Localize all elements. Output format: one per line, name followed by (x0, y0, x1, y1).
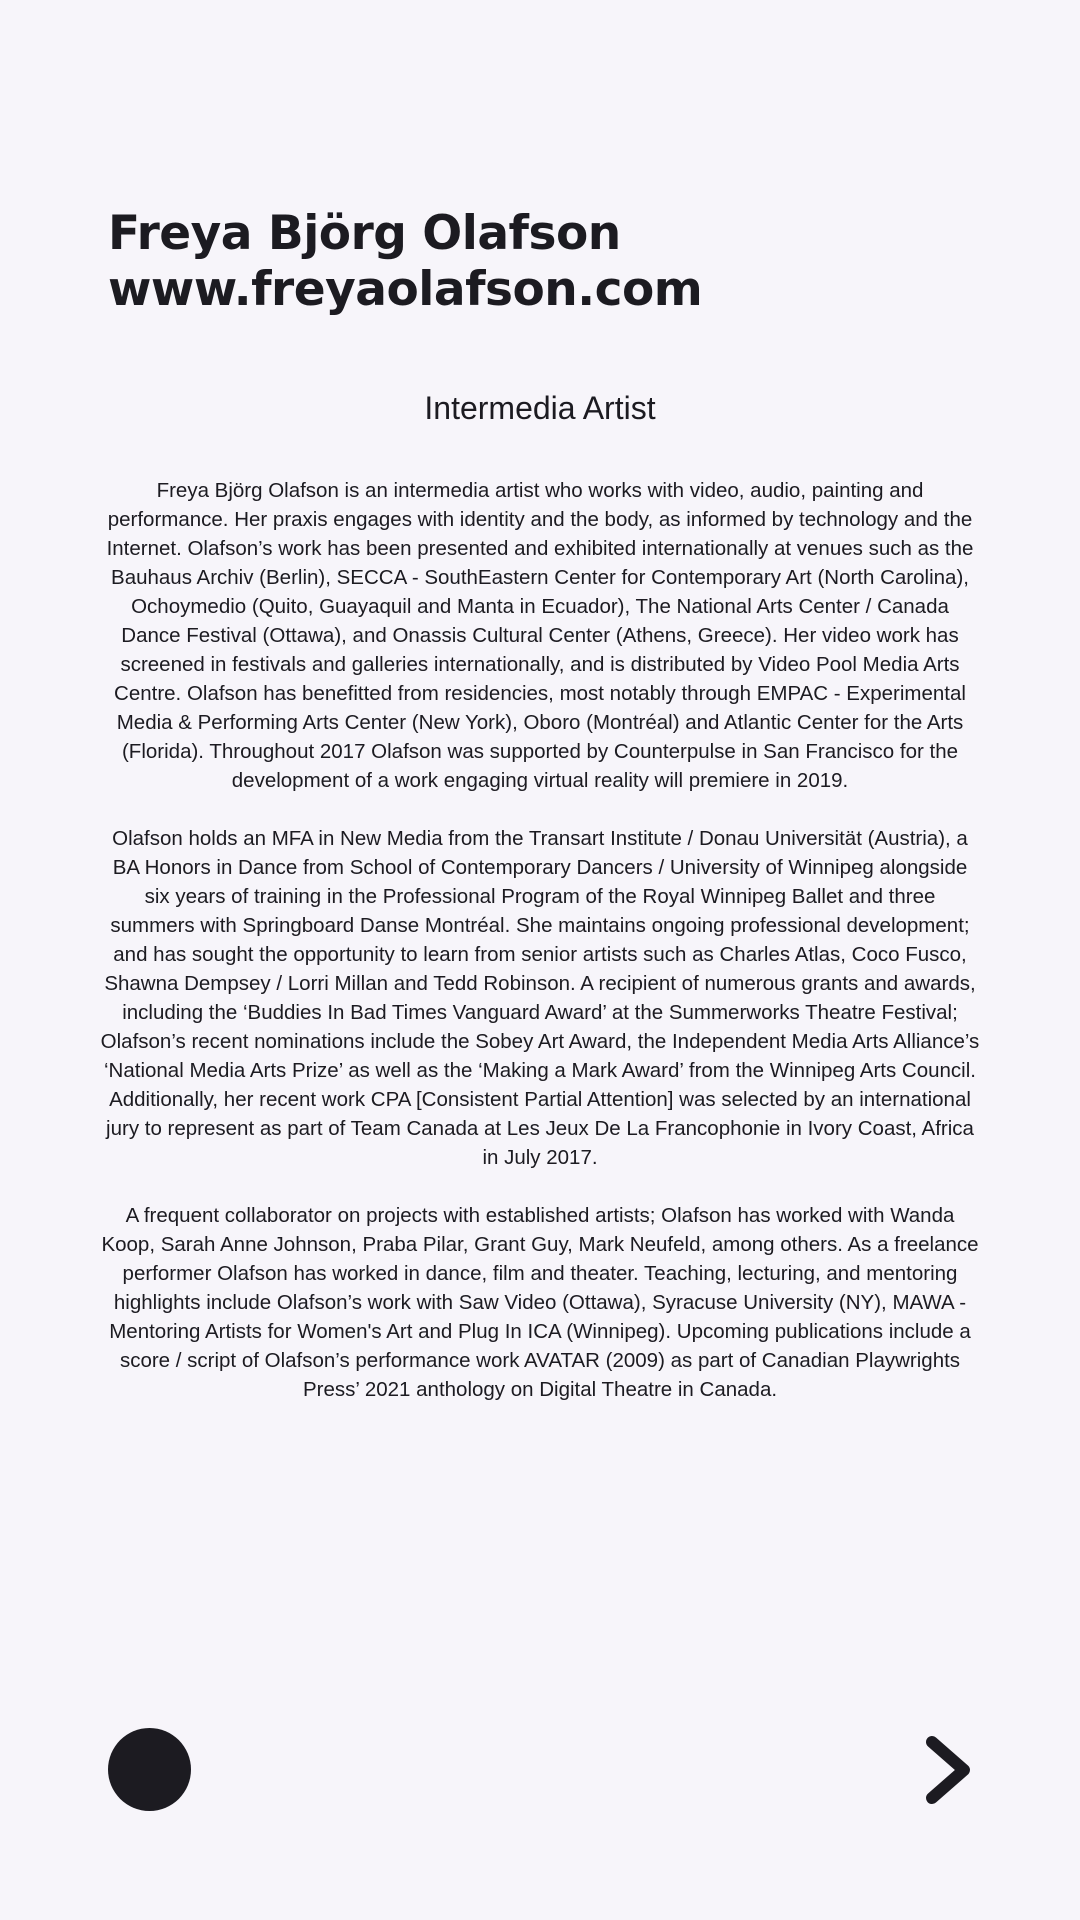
next-button[interactable] (918, 1732, 974, 1808)
bio-paragraph: Freya Björg Olafson is an intermedia artist who works with video, audio, painting and performance. Her praxis engages with identity and the body, as informed by technology and the Internet. Olafson’s work has been presented and exhibited internationally at venues such as the Bauhaus Archiv (Berlin), SECCA - SouthEastern Center for Contemporary Art (North Carolina), Ochoymedio (Quito, Guayaquil and Manta in Ecuador), The National Arts Center / Canada Dance Festival (Ottawa), and Onassis Cultural Center (Athens, Greece). Her video work has screened in festivals and galleries internationally, and is distributed by Video Pool Media Arts Centre. Olafson has benefitted from residencies, most notably through EMPAC - Experimental Media & Performing Arts Center (New York), Oboro (Montréal) and Atlantic Center for the Arts (Florida). Throughout 2017 Olafson was supported by Counterpulse in San Francisco for the development of a work engaging virtual reality will premiere in 2019. (106, 479, 974, 792)
circle-dot-icon[interactable] (108, 1728, 191, 1811)
page-subtitle: Intermedia Artist (424, 390, 656, 426)
bio-paragraph: Olafson holds an MFA in New Media from the Transart Institute / Donau Universität (Austria), a BA Honors in Dance from School of Contemporary Dancers / University of Winnipeg alongside six years of training in the Professional Program of the Royal Winnipeg Ballet and three summers with Springboard Danse Montréal. She maintains ongoing professional development; and has sought the opportunity to learn from senior artists such as Charles Atlas, Coco Fusco, Shawna Dempsey / Lorri Millan and Tedd Robinson. A recipient of numerous grants and awards, including the ‘Buddies In Bad Times Vanguard Award’ at the Summerworks Theatre Festival; Olafson’s recent nominations include the Sobey Art Award, the Independent Media Arts Alliance’s ‘National Media Arts Prize’ as well as the ‘Making a Mark Award’ from the Winnipeg Arts Council. Additionally, her recent work CPA [Consistent Partial Attention] was selected by an international jury to represent as part of Team Canada at Les Jeux De La Francophonie in Ivory Coast, Africa in July 2017. (100, 827, 980, 1169)
chevron-right-icon (918, 1732, 974, 1808)
bio-text (100, 476, 980, 1433)
artist-name: Freya Björg Olafson (108, 206, 621, 261)
website-link[interactable]: www.freyaolafson.com (108, 262, 703, 317)
bio-paragraph: A frequent collaborator on projects with established artists; Olafson has worked with Wanda Koop, Sarah Anne Johnson, Praba Pilar, Grant Guy, Mark Neufeld, among others. As a freelance performer Olafson has worked in dance, film and theater. Teaching, lecturing, and mentoring highlights include Olafson’s work with Saw Video (Ottawa), Syracuse University (NY), MAWA - Mentoring Artists for Women's Art and Plug In ICA (Winnipeg). Upcoming publications include a score / script of Olafson’s performance work AVATAR (2009) as part of Canadian Playwrights Press’ 2021 anthology on Digital Theatre in Canada. (101, 1204, 979, 1401)
page-title (108, 206, 972, 318)
